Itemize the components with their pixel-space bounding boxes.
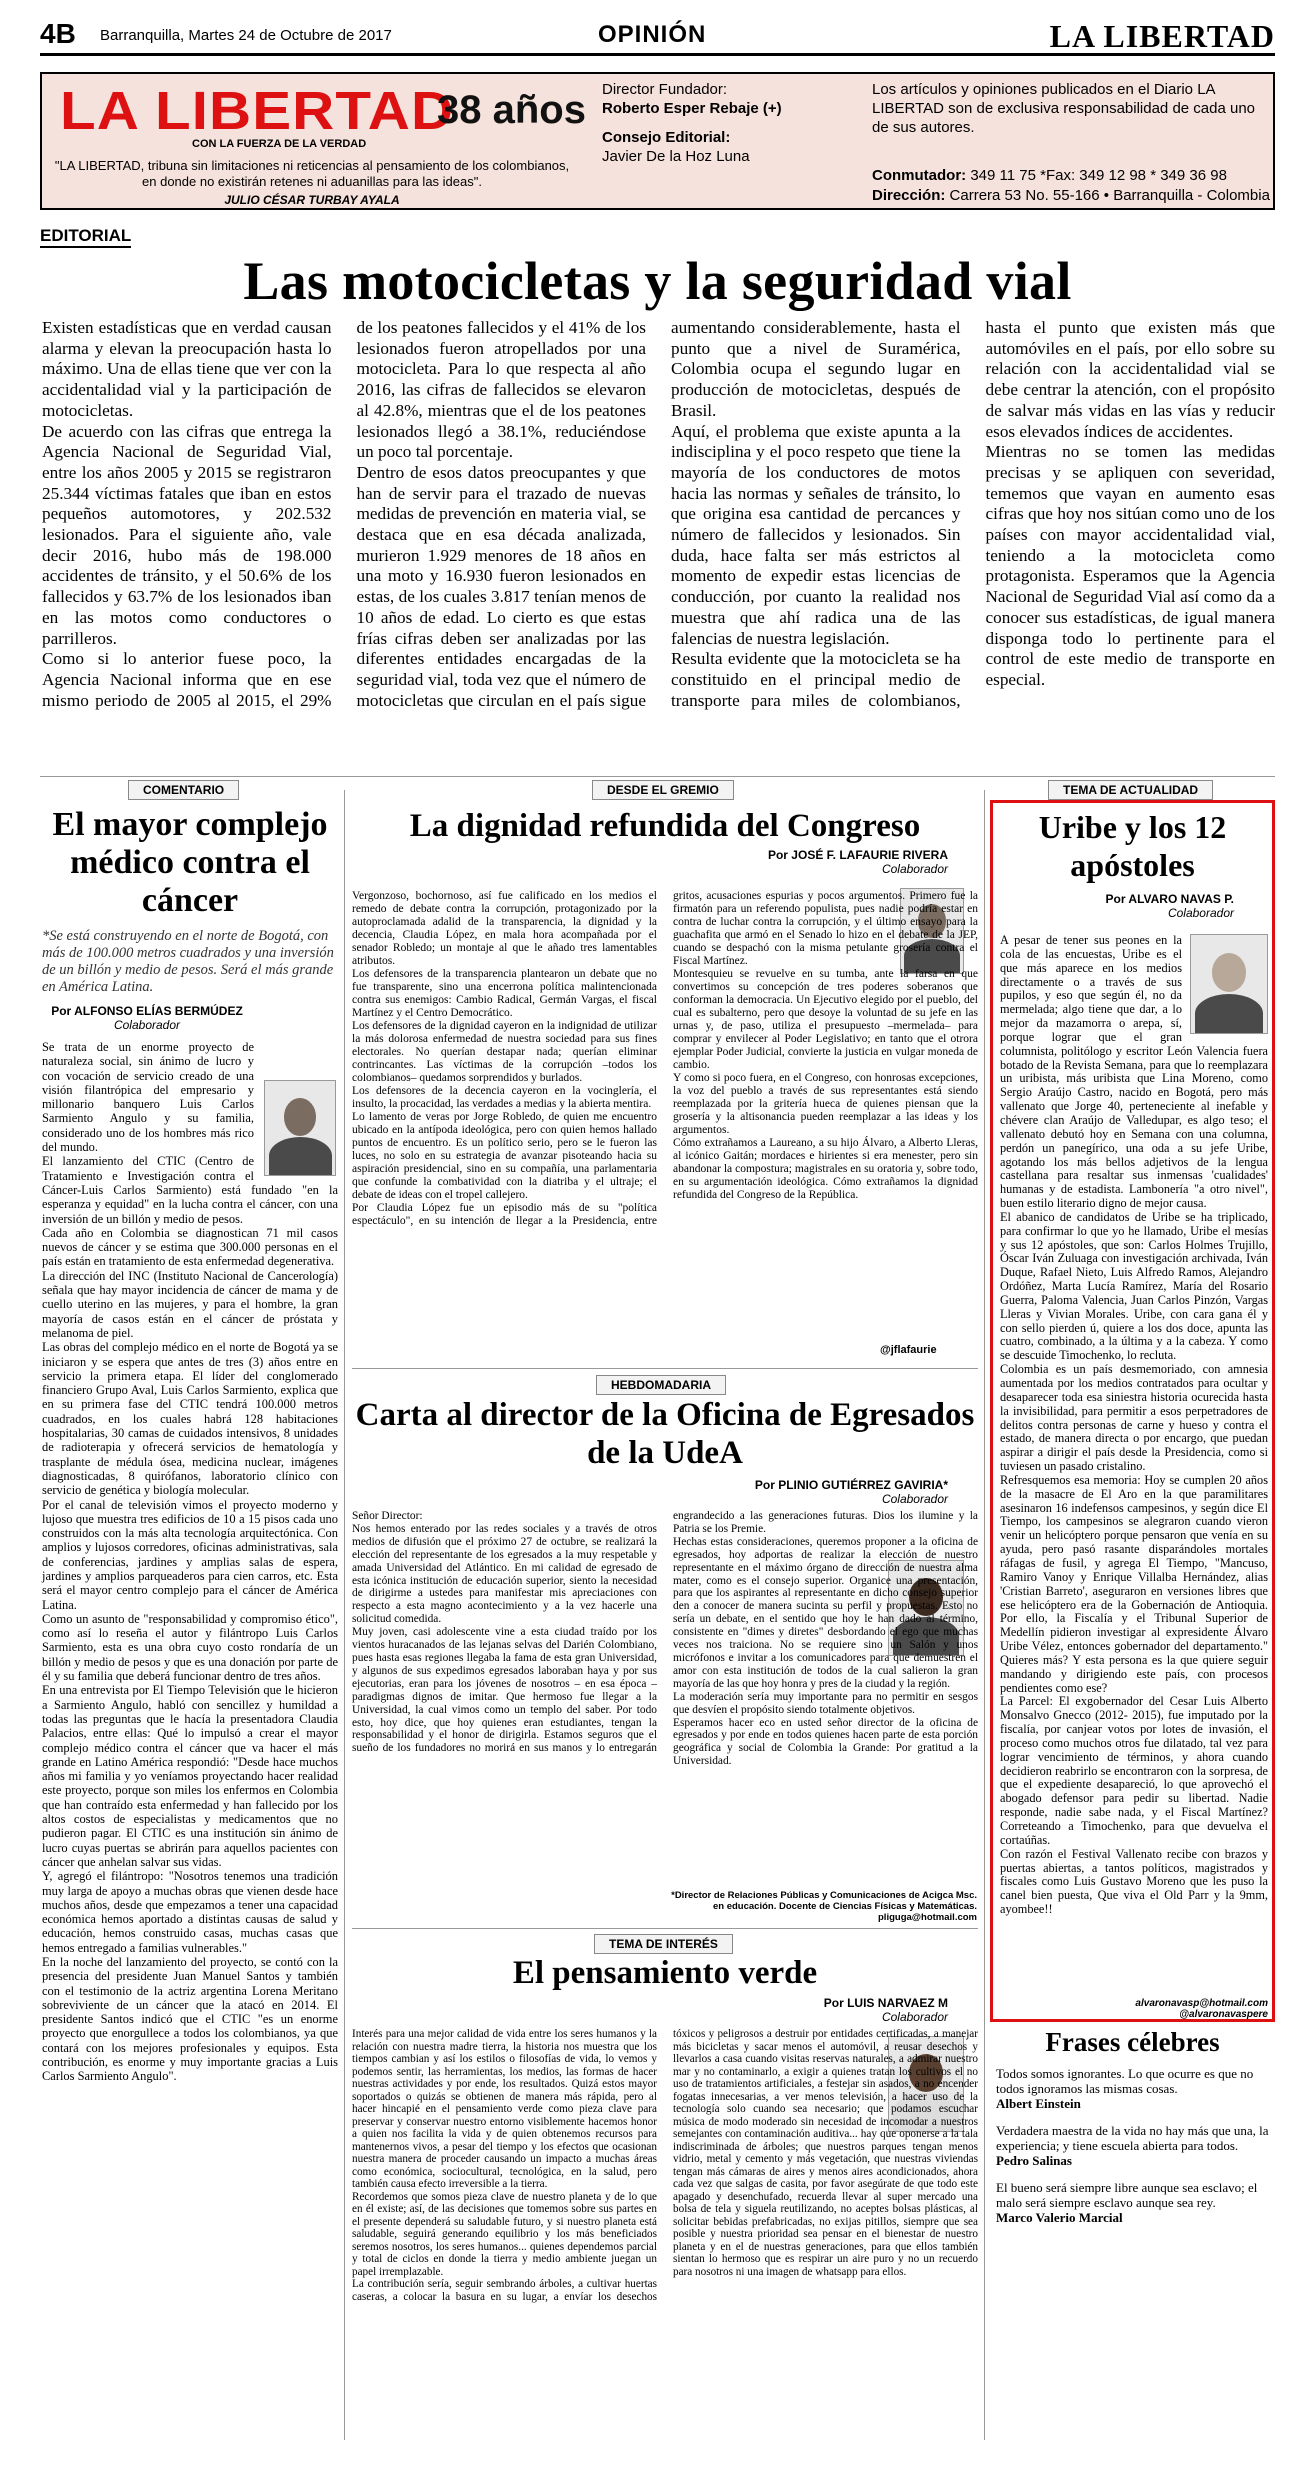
address-value: Carrera 53 No. 55-166 • Barranquilla - Colombia bbox=[949, 187, 1270, 204]
staff-info bbox=[602, 80, 782, 166]
article-title: Carta al director de la Oficina de Egresados de la UdeA bbox=[355, 1397, 975, 1471]
article-body bbox=[352, 890, 978, 1340]
quote-text: Verdadera maestra de la vida no hay más que una, la experiencia; y tiene escuela abierta para todos. bbox=[996, 2123, 1269, 2153]
editorial-label: EDITORIAL bbox=[40, 226, 131, 248]
editorial-body bbox=[42, 318, 1275, 766]
paragraph: La Parcel: El exgobernador del Cesar Luis Alberto Monsalvo Gnecco (2012- 2015), fue imputado por la fiscalía, por canjear votos por lotes de invasión, el proceso como muchos otros fue dilatado, tal vez para lograr vencimiento de términos, y ahora cuando decidieron reabrirlo se encontraron con la sorpresa, de que el expediente desapareció, lo que aprovechó el abogado defensor para pedir su libertad. Nadie responde, nadie sabe nada, y el Fiscal Martínez? Correteando a Timochenko, para que devuelva el cortaúñas. bbox=[1000, 1694, 1268, 1847]
paragraph: Esperamos hacer eco en usted señor director de la oficina de egresados y por ende en todos quienes hacen parte de esta porción geográfica y social de Colombia la Grande: Por gratitud a la Universidad. bbox=[673, 1716, 978, 1768]
paragraph: En una entrevista por El Tiempo Televisión que le hicieron a Sarmiento Angulo, habló con sencillez y humildad a todas las preguntas que le hacía la presentadora Claudia Palacios, entre ellas: Qué lo impulsó a crear el mayor complejo médico contra el cáncer que va hacer el más grande en Latino América respondió: "Desde hace muchos años mi familia y yo veníamos proyectando hacer realidad este proyecto, porque son miles los enfermos en Colombia que han contraído esta enfermedad y han fallecido por los altos costos de especialistas y medicamentos que no pudieron pagar. El CTIC es una institución sin ánimo de lucro cuyas puertas se abrirán para aquellos pacientes con cáncer que anhelan salvar sus vidas. bbox=[42, 1683, 338, 1869]
council-label: Consejo Editorial: bbox=[602, 129, 731, 146]
paragraph: Las obras del complejo médico en el norte de Bogotá ya se iniciaron y se espera que antes de tres (3) años entre en servicio la primera etapa. El líder del conglomerado financiero Grupo Aval, Luis Carlos Sarmiento, explica que en su primera fase del CTIC tendrá 100.000 metros cuadrados, en los cuales habrá 128 habitaciones hospitalarias, 30 camas de cuidados intensivos, 8 unidades de radioterapia y ofrecerá servicios de hematología y trasplante de médula ósea, medicina nuclear, imágenes diagnosticadas, 8 quirófanos, laboratorio clínico con servicio de genética y biología molecular. bbox=[42, 1340, 338, 1498]
paragraph: La moderación sería muy importante para no permitir en sesgos que desvíen el propósito siendo totalmente objetivos. bbox=[673, 1690, 978, 1716]
quote-item bbox=[996, 2066, 1274, 2111]
quote-text: Todos somos ignorantes. Lo que ocurre es que no todos ignoramos las mismas cosas. bbox=[996, 2066, 1254, 2096]
paragraph: Señor Director: bbox=[352, 1510, 423, 1522]
divider bbox=[40, 776, 1275, 777]
founder-label: Director Fundador: bbox=[602, 81, 728, 98]
masthead-quote: "LA LIBERTAD, tribuna sin limitaciones ni reticencias al pensamiento de los colombianos, en donde no existirán retenes ni aduanillas para las ideas". bbox=[54, 158, 570, 189]
paragraph: Cada año en Colombia se diagnostican 71 mil casos nuevos de cáncer y se estima que 300.000 personas en el país están en tratamiento de esta enfermedad degenerativa. bbox=[42, 1225, 338, 1269]
byline bbox=[352, 1996, 948, 2024]
column-divider bbox=[344, 790, 345, 2440]
editorial-title: Las motocicletas y la seguridad vial bbox=[243, 251, 1072, 311]
paragraph: Mientras no se tomen las medidas precisas y se apliquen con severidad, tememos que vayan en aumento esas cifras que hoy nos sitúan como uno de los países con mayor accidentalidad vial, teniendo a la motocicleta como protagonista. Esperamos que la Agencia Nacional de Seguridad Vial así como da a conocer sus estadísticas, de igual manera disponga todo lo pertinente para el control de este medio de transporte en especial. bbox=[985, 442, 1275, 689]
responsibility-notice: Los artículos y opiniones publicados en el Diario LA LIBERTAD son de exclusiva responsabilidad de cada uno de sus autores. bbox=[872, 81, 1256, 136]
article-body bbox=[352, 2028, 978, 2442]
column-divider bbox=[984, 790, 985, 2440]
paragraph: Como un asunto de "responsabilidad y compromiso ético", como así lo reseña el autor y filántropo Luis Carlos Sarmiento, esta es una obra cuyo costo rondaría de un billón y medio de pesos y que es una donación por parte de él y su familia que deberá funcionar dentro de tres años. bbox=[42, 1611, 338, 1684]
divider bbox=[352, 1928, 978, 1929]
quote-item bbox=[996, 2123, 1274, 2168]
paragraph: La dirección del INC (Instituto Nacional de Cancerología) señala que hay mayor incidencia de cáncer de mama y de cuello uterino en las mujeres, y para el hombre, la gran mayoría de casos están en el cáncer de próstata y melanoma de piel. bbox=[42, 1268, 338, 1340]
paragraph: Con razón el Festival Vallenato recibe con brazos y puertas abiertas, a tantos políticos, magistrados y fiscales como Luis Gustavo Moreno que les puso la canel bien puesta, Que viva el Old Parr y la 9mm, ayombee!! bbox=[1000, 1846, 1268, 1917]
paragraph: Recordemos que somos pieza clave de nuestro planeta y de lo que en él existe; así, de las decisiones que tomemos sobre sus partes en el presente dependerá su saludable futuro, y si nuestro planeta está saludable, seguirá generando equilibrio y los más beneficiados seremos nosotros, los seres humanos... quienes dependemos parcial y total de ciclos en donde la tierra y medio ambiente juegan un papel irremplazable. bbox=[352, 2190, 657, 2278]
tagline: CON LA FUERZA DE LA VERDAD bbox=[192, 138, 367, 150]
paragraph: Vergonzoso, bochornoso, así fue calificado en los medios el remedo de debate contra la corrupción, protagonizado por la autoproclamada adalid de la transparencia, la dignidad y la decencia, Claudia López, en mala hora acompañada por el senador Robledo; un montaje al que le añado tres lamentables atributos. bbox=[352, 890, 657, 967]
author-name: Por ALFONSO ELÍAS BERMÚDEZ bbox=[51, 1004, 243, 1018]
paragraph: Por Claudia López fue un episodio más de su "política espectáculo", en su intención de llegar a la Presidencia, entre gritos, acusaciones espurias y pocos argumentos. Primero fue la firmatón para un referendo populista, pues nadie podría estar en contra de luchar contra la corrupción, y el último ensayo para la guachafita que armó en el Senado lo hizo en el debate de la JEP, cuando se despachó con la misma petulante grosería contra el Fiscal Martínez. bbox=[352, 890, 978, 1227]
paragraph: Por el canal de televisión vimos el proyecto moderno y lujoso que muestra tres edificios de 10 a 15 pisos cada uno construidos con la más alta tecnología arquitectónica. Con amplios y lujosos corredores, oficinas administrativas, sala de conferencias, jardines y amplias salas de espera, jardines y amplios parqueaderos para cien carros, etc. Esta será el mayor centro complejo para el cáncer de América Latina. bbox=[42, 1497, 338, 1612]
author-handle: @jflafaurie bbox=[880, 1344, 937, 1356]
author-role: Colaborador bbox=[1167, 906, 1234, 920]
article-title: La dignidad refundida del Congreso bbox=[409, 808, 921, 844]
paragraph: Existen estadísticas que en verdad causan alarma y elevan la preocupación hasta lo máximo. Una de ellas tiene que ver con la accidentalidad vial y la participación de motocicletas. bbox=[42, 318, 332, 420]
article-lead: *Se está construyendo en el norte de Bogotá, con más de 100.000 metros cuadrados y una inversión de un billón y medio de pesos. Será el más grande en América Latina. bbox=[42, 928, 334, 995]
section-pill: TEMA DE ACTUALIDAD bbox=[1048, 780, 1213, 800]
article-body bbox=[352, 1510, 978, 1910]
author-name: Por PLINIO GUTIÉRREZ GAVIRIA* bbox=[754, 1478, 948, 1492]
paragraph: Dentro de esos datos preocupantes y que han de servir para el trazado de nuevas medidas de prevención en materia vial, se destaca que en esa década analizada, murieron 1.929 menores de 18 años en una moto y 16.930 fueron lesionados en estas, de los cuales 3.817 tenían menos de 10 años de edad. Lo cierto es que estas frías cifras deben ser analizadas por las diferentes entidades encargadas de la seguridad vial, toda vez que el número de motocicletas que circulan en el país sigue aumentando considerablemente, hasta el punto que a nivel de Suramérica, Colombia ocupa el segundo lugar en producción de motocicletas, después de Brasil. bbox=[356, 318, 961, 710]
quote-author: JULIO CÉSAR TURBAY AYALA bbox=[224, 193, 400, 207]
article-title: El mayor complejo médico contra el cáncer bbox=[52, 806, 328, 919]
address-label: Dirección: bbox=[872, 187, 946, 204]
paragraph: Se trata de un enorme proyecto de naturaleza social, sin ánimo de lucro y con vocación de servicio creado de una visión filantrópica del empresario y millonario banquero Luis Carlos Sarmiento Angulo y su familia, considerado uno de los hombres más rico del mundo. bbox=[42, 1040, 254, 1155]
paragraph: El abanico de candidatos de Uribe se ha triplicado, para confirmar lo que yo he llamado, Uribe el mesías y sus 12 apóstoles, que son: Carlos Holmes Trujillo, Óscar Iván Zuluaga con investigación archivada, Iván Duque, Rafael Nieto, Luis Alfredo Ramos, Alejandro Ordóñez, Marta Lucía Ramírez, María del Rosario Guerra, Paloma Valencia, Juan Carlos Pinzón, Vargas Lleras y Vivian Morales. Uribe, con cara gana él y con sello pierden ú, quiere a los dos doce, apunta las cuatro, combinado, a la última y a la cabeza. Y como se descuide Timochenko, lo recluta. bbox=[1000, 1209, 1268, 1363]
paragraph: Y, agregó el filántropo: "Nosotros tenemos una tradición muy larga de apoyo a muchas obras que vienen desde hace muchos años, desde que empezamos a tener una capacidad económica hemos aportado a distintas causas de salud y educación, hemos construido casas, muchas casas que hemos entregado a familias vulnerables." bbox=[42, 1869, 338, 1955]
paragraph: En la noche del lanzamiento del proyecto, se contó con la presencia del presidente Juan Manuel Santos y también con el testimonio de la actriz argentina Lorena Meritano sobreviviente de un cáncer que la atacó en 2014. El presidente Santos indicó que el CTIC "es un enorme proyecto que enorgullece a todos los colombianos, ya que contará con los mejores profesionales y equipos. Esta contribución, es enorme y muy importante gracias a Luis Carlos Sarmiento Angulo". bbox=[42, 1955, 338, 2084]
council-name: Javier De la Hoz Luna bbox=[602, 148, 750, 165]
quote-author: Marco Valerio Marcial bbox=[996, 2210, 1123, 2225]
quotes-list bbox=[996, 2066, 1274, 2225]
page-number: 4B bbox=[40, 18, 76, 49]
byline bbox=[996, 892, 1234, 920]
paragraph: Los defensores de la transparencia plantearon un debate que no fue transparente, sino una encerrona política malintencionada contra sus enemigos: Cambio Radical, Germán Vargas, el fiscal Martínez y el Centro Democrático. bbox=[352, 968, 657, 1019]
article-body bbox=[42, 1040, 338, 2435]
quote-item bbox=[996, 2180, 1274, 2225]
article-title: Uribe y los 12 apóstoles bbox=[1038, 809, 1227, 883]
page-header-bar bbox=[40, 18, 1275, 56]
paragraph: Hechas estas consideraciones, queremos proponer a la oficina de egresados, hoy adportas de realizar la elección de nuestro representante en el máximo órgano de dirección de nuestra alma mater, como es el consejo superior. Organice una presentación, para que los aspirantes al representante en dicho consejo superior den a conocer de manera sucinta su perfil y propuestas. Esto no sería un debate, en el sentido que hoy le han dado al término, consistente en "dimes y diretes" desbordando el ego que muchas veces nos traiciona. No se requiere sino un Salón y unos micrófonos e invitar a los comunicadores para que demuestren el amor con esta institución de todos de la cual salieron la gran mayoría de las que hoy honra y pres de la ciudad y la región. bbox=[673, 1535, 978, 1690]
paragraph: Los defensores de la dignidad cayeron en la indignidad de utilizar la más dolorosa enfermedad de nuestra sociedad para sus fines electorales. No querían destapar nada; querían eliminar contrincantes. Las víctimas de la corrupción –todos los colombianos– quedamos sorprendidos y burlados. bbox=[352, 1020, 657, 1084]
paragraph: Muy joven, casi adolescente vine a esta ciudad traído por los vientos huracanados de las lejanas selvas del Darién Colombiano, pues hasta esas regiones llegaba la fama de esta gran Universidad, y algunos de sus expedimos egresados laboraban haya y por sus ejecutorias, eran para los jóvenes de nosotros – en esa época – paradigmas dignos de imitar. Que hermoso fue llegar a la Universidad, la cual vimos como un templo del saber. Por todo esto, hoy dice, que hoy quienes eran estudiantes, tengan la responsabilidad y el honor de dirigirla. Estamos seguros que el sueño de los fundadores no morirá en sus manos y lo entregarán engrandecido a las generaciones futuras. Dios los ilumine y la Patria se los Premie. bbox=[352, 1510, 978, 1755]
author-name: Por ALVARO NAVAS P. bbox=[1105, 892, 1234, 906]
paragraph: A pesar de tener sus peones en la cola de las encuestas, Uribe es el que más aparece en los medios directamente o a través de sus pupilos, y eso que según él, no da mermelada; algo tiene que dar, a lo mejor da mazamorra o arepa, sí, porque lograr que el gran columnista, politólogo y escritor León Valencia fuera botado de la Revista Semana, para que lo reemplazara un uribista, más uribista que Lina Moreno, como Sergio Araújo Castro, nacido en Bogotá, pero más vallenato que Jorge 40, perteneciente al inefable y chévere clan Araújo de Valledupar, es algo teso; el vallenato debutó hoy en Semana con una columna, perdón un panegírico, una oda a su jefe Uribe, agotando los más bellos adjetivos de la lengua castellana para resaltar sus inmensas 'cualidades' humanas y de estadista. Lambonería "a otro nivel", buen estilo literario digno de mejor causa. bbox=[1000, 933, 1268, 1211]
masthead bbox=[40, 72, 1275, 210]
paragraph: Resulta evidente que la motocicleta se ha constituido en el principal medio de transporte para miles de colombianos, hasta el punto que existen más que automóviles en el país, por ello sobre su relación con la accidentalidad vial se debe centrar la atención, con el propósito de salvar más vidas en las vías y reducir esos elevados índices de accidentes. bbox=[671, 318, 1275, 710]
author-signoff: alvaronavasp@hotmail.com @alvaronavaspere bbox=[1135, 1998, 1268, 2020]
quote-author: Pedro Salinas bbox=[996, 2153, 1072, 2168]
article-body bbox=[1000, 934, 1268, 1994]
quote-text: El bueno será siempre libre aunque sea esclavo; el malo será siempre esclavo aunque sea rey. bbox=[996, 2180, 1258, 2210]
paragraph: Aquí, el problema que existe apunta a la indisciplina y el poco respeto que tiene la mayoría de los conductores de motos hacia las normas y señales de tránsito, lo que origina esa cantidad de percances y número de fallecidos y lesionados. Sin duda, hace falta ser más estrictos al momento de expedir estas licencias de conducción, por cuanto la realidad nos muestra que ahí radica una de las falencias de nuestra legislación. bbox=[671, 421, 961, 648]
author-name: Por JOSÉ F. LAFAURIE RIVERA bbox=[767, 848, 948, 862]
paragraph: Colombia es un país desmemoriado, con amnesia aumentada por los medios contratados para ocultar y desaparecer toda esa siniestra historia ocurecida hasta la invisibilidad, para permitir a esos perpetradores de delitos contra personas de carne y hueso y contra el estado, de manera directa o por encargo, que puedan aspirar a dirigir el país desde la Presidencia, como si tuviesen un pasado cristalino. bbox=[1000, 1362, 1268, 1474]
byline bbox=[352, 1478, 948, 1506]
author-footnote: *Director de Relaciones Públicas y Comunicaciones de Acigca Msc. en educación. Docente de Ciencias Físicas y Matemáticas. pliguga@hotmail.com bbox=[671, 1890, 977, 1923]
contact-info bbox=[872, 166, 1270, 206]
byline bbox=[352, 848, 948, 876]
section-pill: TEMA DE INTERÉS bbox=[594, 1934, 733, 1954]
phone-label: Conmutador: bbox=[872, 167, 967, 184]
paragraph: Nos hemos enterado por las redes sociales y a través de otros medios de difusión que el próximo 27 de octubre, se realizará la elección del representante de los egresados a la muy respetable y amada Universidad del Atlántico. En mi calidad de egresado de esta icónica institución de educación superior, siento la necesidad de dirigirme a ustedes para manifestar mis apreciaciones con respecto a esta magno acontecimiento y a la vez hacerle una solicitud comedida. bbox=[352, 1522, 657, 1626]
paragraph: Refresquemos esa memoria: Hoy se cumplen 20 años de la masacre de El Aro en la que paramilitares asesinaron 16 indefensos campesinos, y según dice El Tiempo, los campesinos se alegraron cuando vieron venir un helicóptero porque pensaron que venía en su ayuda, pero pasó rasante disparándoles mortales ráfagas de fusil, y agrega El Tiempo, "Mancuso, Ramiro Vanoy y Enrique Villalba Hernández, alias 'Cristian Barreto', aseguraron en versiones libres que ese helicóptero era de la Gobernación de Antioquia. Por ello, la Fiscalía y el Tribunal Superior de Medellín pidieron investigar al expresidente Álvaro Uribe Vélez, entonces gobernador del departamento." Quieres más? Y esta persona es la que quiere seguir mandando y dirigiendo este país, con procesos pendientes como ese? bbox=[1000, 1472, 1268, 1695]
newspaper-logo: LA LIBERTAD bbox=[60, 81, 455, 141]
author-role: Colaborador bbox=[113, 1018, 181, 1032]
byline bbox=[42, 1004, 252, 1032]
paragraph: Montesquieu se revuelve en su tumba, ante la farsa en que convertimos su concepción de tres poderes soberanos que conforman la democracia. Un Ejecutivo elegido por el pueblo, del cual es subalterno, pero que desoye la voluntad de su jefe en las urnas y, de paso, utiliza el presupuesto –mermelada– para comprar y envilecer al Poder Legislativo; en tanto que el otrora ejemplar Poder Judicial, convierte la justicia en vulgar moneda de cambio. bbox=[673, 968, 978, 1071]
article-title: El pensamiento verde bbox=[512, 1955, 818, 1991]
brand-name: LA LIBERTAD bbox=[1049, 18, 1275, 54]
paragraph: Lo lamento de veras por Jorge Robledo, de quien me encuentro ubicado en la antípoda ideológica, pero con quien hemos hallado puntos de encuentro. Es un político serio, pero se le fueron las luces, no solo en su estrategia de avanzar pisoteando hacia su aspiración presidencial, sino en su compañía, una parlamentaria que confunde la combatividad con la diatriba y el ultraje; el debate de ideas con el tropel callejero. bbox=[352, 1111, 657, 1201]
founder-name: Roberto Esper Rebaje (+) bbox=[602, 100, 782, 117]
author-name: Por LUIS NARVAEZ M bbox=[823, 1996, 948, 2010]
paragraph: Como si lo anterior fuese poco, la Agencia Nacional informa que en ese mismo periodo de 2005 al 2015, el 29% de los peatones fallecidos y el 41% de los lesionados fueron atropellados por una motocicleta. Para lo que respecta al año 2016, las cifras de fallecidos se elevaron al 42.8%, mientras que el de los peatones lesionados llegó a 38.1%, reduciéndose un poco tal porcentaje. bbox=[42, 318, 646, 710]
author-role: Colaborador bbox=[881, 1492, 948, 1506]
paragraph: La contribución sería, seguir sembrando árboles, a cultivar huertas caseras, a colocar la basura en su lugar, a envíar los desechos tóxicos y peligrosos a destruir por entidades certificadas, a manejar más bicicletas y sacar menos el automóvil, a reusar desechos y llevarlos a casa cuando visitas reservas naturales, a admirar nuestro mar y no contaminarlo, a exigir a quienes tratan los cultivos el no uso de tratamientos artificiales, a festejar sin asados, a no encender fogatas innecesarias, a ver menos televisión, a hacer uso de la tecnología solo cuando sea necesario; que podamos escuchar música de modo moderado sin necesidad de incomodar a nuestros semejantes con contaminación auditiva... hay que oponerse a la tala indiscriminada de árboles; que nuestros parques tengan menos vidrio, metal y cemento y más vegetación, que nuestras viviendas tengan más cámaras de aires y menos aires acondicionados, ahora cada vez que salgas de casita, por favor asegúrate de que todo este apagado y desenchufado, recuerda llevar al super mercado una bolsa de tela y siguela reutilizando, no aceptes bolsas plásticas, al solicitar bebidas prefabricadas, no exijas pitillos, siempre que sea posible y nuestra prioridad sea pensar en el bienestar de nuestro planeta y en el de nuestras generaciones, para que ellos también sientan lo hermoso que es respirar un aire puro y no un recuerdo para nosotros ni una imagen de whatsapp para ellos. bbox=[352, 2028, 978, 2303]
author-role: Colaborador bbox=[881, 862, 948, 876]
section-pill: DESDE EL GREMIO bbox=[592, 780, 734, 800]
edition-date: Barranquilla, Martes 24 de Octubre de 2017 bbox=[100, 27, 392, 44]
section-pill: HEBDOMADARIA bbox=[596, 1375, 726, 1395]
divider bbox=[352, 1368, 978, 1369]
quotes-title: Frases célebres bbox=[1045, 2027, 1220, 2057]
paragraph: Interés para una mejor calidad de vida entre los seres humanos y la relación con nuestra madre tierra, la historia nos muestra que los tiempos cambian y así los estilos o filosofías de vida, lo vemos y podemos sentir, las herramientas, los medios, las formas de hacer nuestras actividades y por ende, los resultados. Quizá estos mayor soportados o quizás se obtienen de manera más rápida, pero al hacer hincapié en el pensamiento verde como pieza clave para preservar y conservar nuestro entorno visiblemente hacemos honor a quien nos facilita la vida y de quien obtenemos recursos para mantenernos vivos, a pesar del tiempo y los efectos que ocasionan nuestra manera de proceder causando un impacto a muchas áreas como económica, sociocultural, tecnológica, en la salud, pero también causa efecto irreversible a la tierra. bbox=[352, 2028, 657, 2190]
paragraph: El lanzamiento del CTIC (Centro de Tratamiento e Investigación contra el Cáncer-Luis Carlos Sarmiento) está fundado "en la esperanza y equidad" en la lucha contra el cáncer, con una inversión de un billón y medio de pesos. bbox=[42, 1154, 338, 1226]
paragraph: Los defensores de la decencia cayeron en la vocinglería, el insulto, la procacidad, las verdades a medias y la abierta mentira. bbox=[352, 1085, 657, 1110]
quote-author: Albert Einstein bbox=[996, 2096, 1081, 2111]
author-role: Colaborador bbox=[881, 2010, 948, 2024]
anniversary: 38 años bbox=[437, 88, 586, 132]
phone-value: 349 11 75 *Fax: 349 12 98 * 349 36 98 bbox=[970, 167, 1227, 184]
section-name: OPINIÓN bbox=[598, 21, 707, 48]
paragraph: Cómo extrañamos a Laureano, a su hijo Álvaro, a Alberto Lleras, al icónico Gaitán; mordaces e hirientes si era menester, pero sin abandonar la compostura; magistrales en su oratoria y, sobre todo, en su argumentación ideológica. Cómo extrañamos la dignidad refundida del Congreso de la República. bbox=[673, 1137, 978, 1201]
section-pill: COMENTARIO bbox=[128, 780, 239, 800]
paragraph: De acuerdo con las cifras que entrega la Agencia Nacional de Seguridad Vial, entre los años 2005 y 2015 se registraron 25.344 víctimas fatales que iban en estos pequeños automotores, y 202.532 lesionados. Para el siguiente año, vale decir 2016, hubo más de 198.000 accidentes de tránsito, y el 50.6% de los fallecidos y 63.7% de los lesionados iban en las motos como conductores o parrilleros. bbox=[42, 421, 332, 648]
paragraph: Y como si poco fuera, en el Congreso, con honrosas excepciones, la voz del pueblo a través de sus representantes está siendo reemplazada por la gritería hueca de quienes piensan que la grosería y la altisonancia pueden reemplazar a las ideas y los argumentos. bbox=[673, 1072, 978, 1136]
